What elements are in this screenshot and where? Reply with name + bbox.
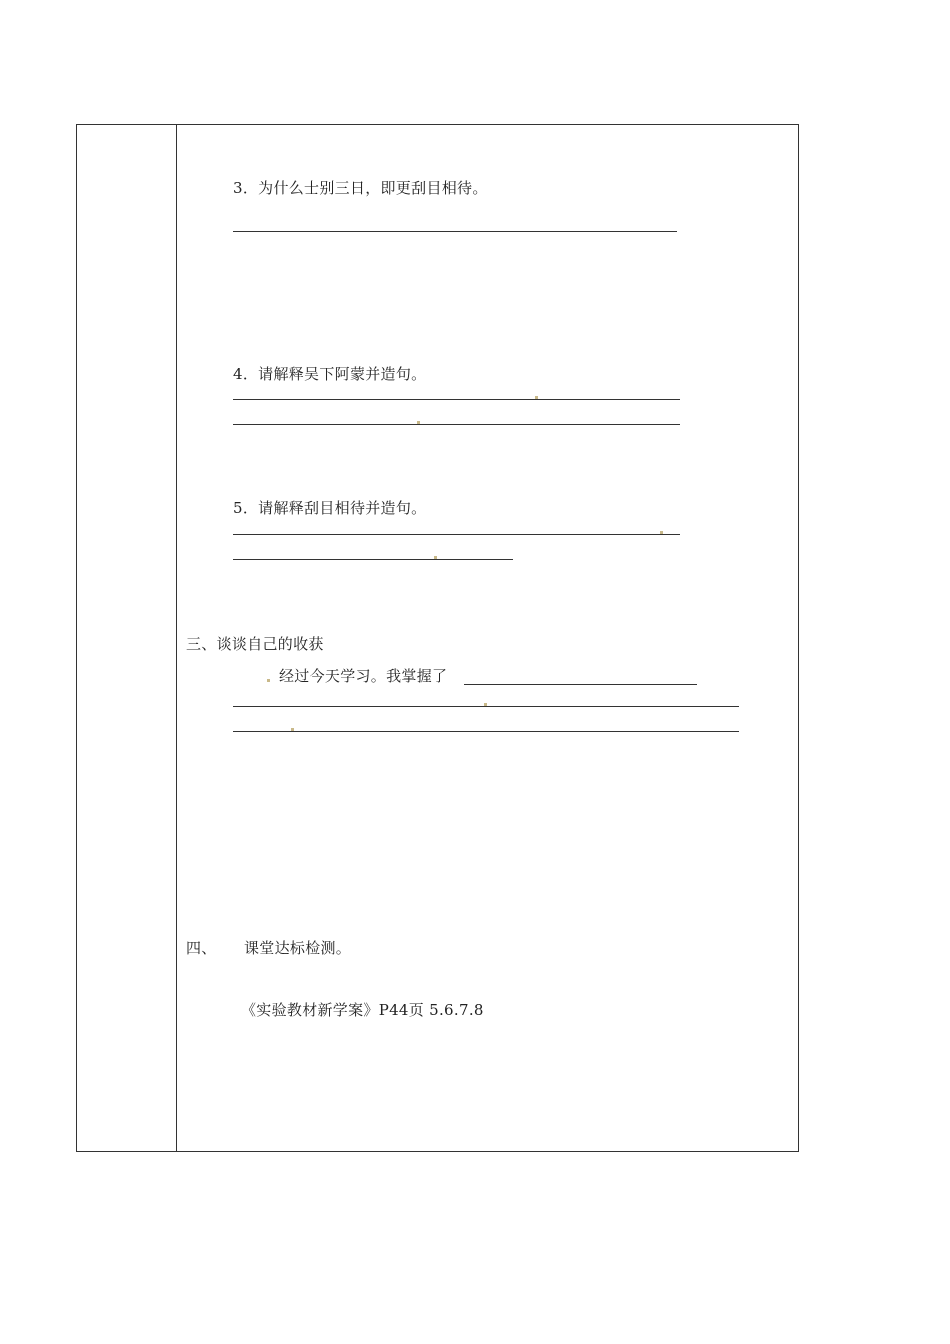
section-4-heading: 课堂达标检测。 — [244, 939, 352, 957]
mark-dot — [434, 556, 437, 559]
question-4-label: 4．请解释吴下阿蒙并造句。 — [233, 365, 427, 383]
mark-dot — [535, 396, 538, 399]
mark-dot — [660, 531, 663, 534]
question-5-label: 5．请解释刮目相待并造句。 — [233, 499, 427, 517]
mark-dot — [417, 421, 420, 424]
answer-line-q4-1[interactable] — [233, 399, 680, 400]
section-4-reference: 《实验教材新学案》P44页 5.6.7.8 — [241, 1001, 484, 1019]
worksheet-table — [76, 124, 799, 1152]
section-3-heading: 三、谈谈自己的收获 — [186, 635, 324, 653]
answer-line-q5-2[interactable] — [233, 559, 513, 560]
left-column-cell — [77, 125, 177, 1151]
mark-dot — [484, 703, 487, 706]
answer-line-s3-2[interactable] — [233, 706, 739, 707]
mark-dot — [291, 728, 294, 731]
answer-line-s3-1[interactable] — [464, 684, 697, 685]
mark-dot — [267, 679, 270, 682]
answer-line-q5-1[interactable] — [233, 534, 680, 535]
question-3-label: 3．为什么士别三日，即更刮目相待。 — [233, 179, 488, 197]
answer-line-q3[interactable] — [233, 231, 677, 232]
section-3-prompt: 经过今天学习。我掌握了 — [279, 667, 448, 685]
answer-line-q4-2[interactable] — [233, 424, 680, 425]
answer-line-s3-3[interactable] — [233, 731, 739, 732]
section-4-number: 四、 — [186, 939, 217, 957]
